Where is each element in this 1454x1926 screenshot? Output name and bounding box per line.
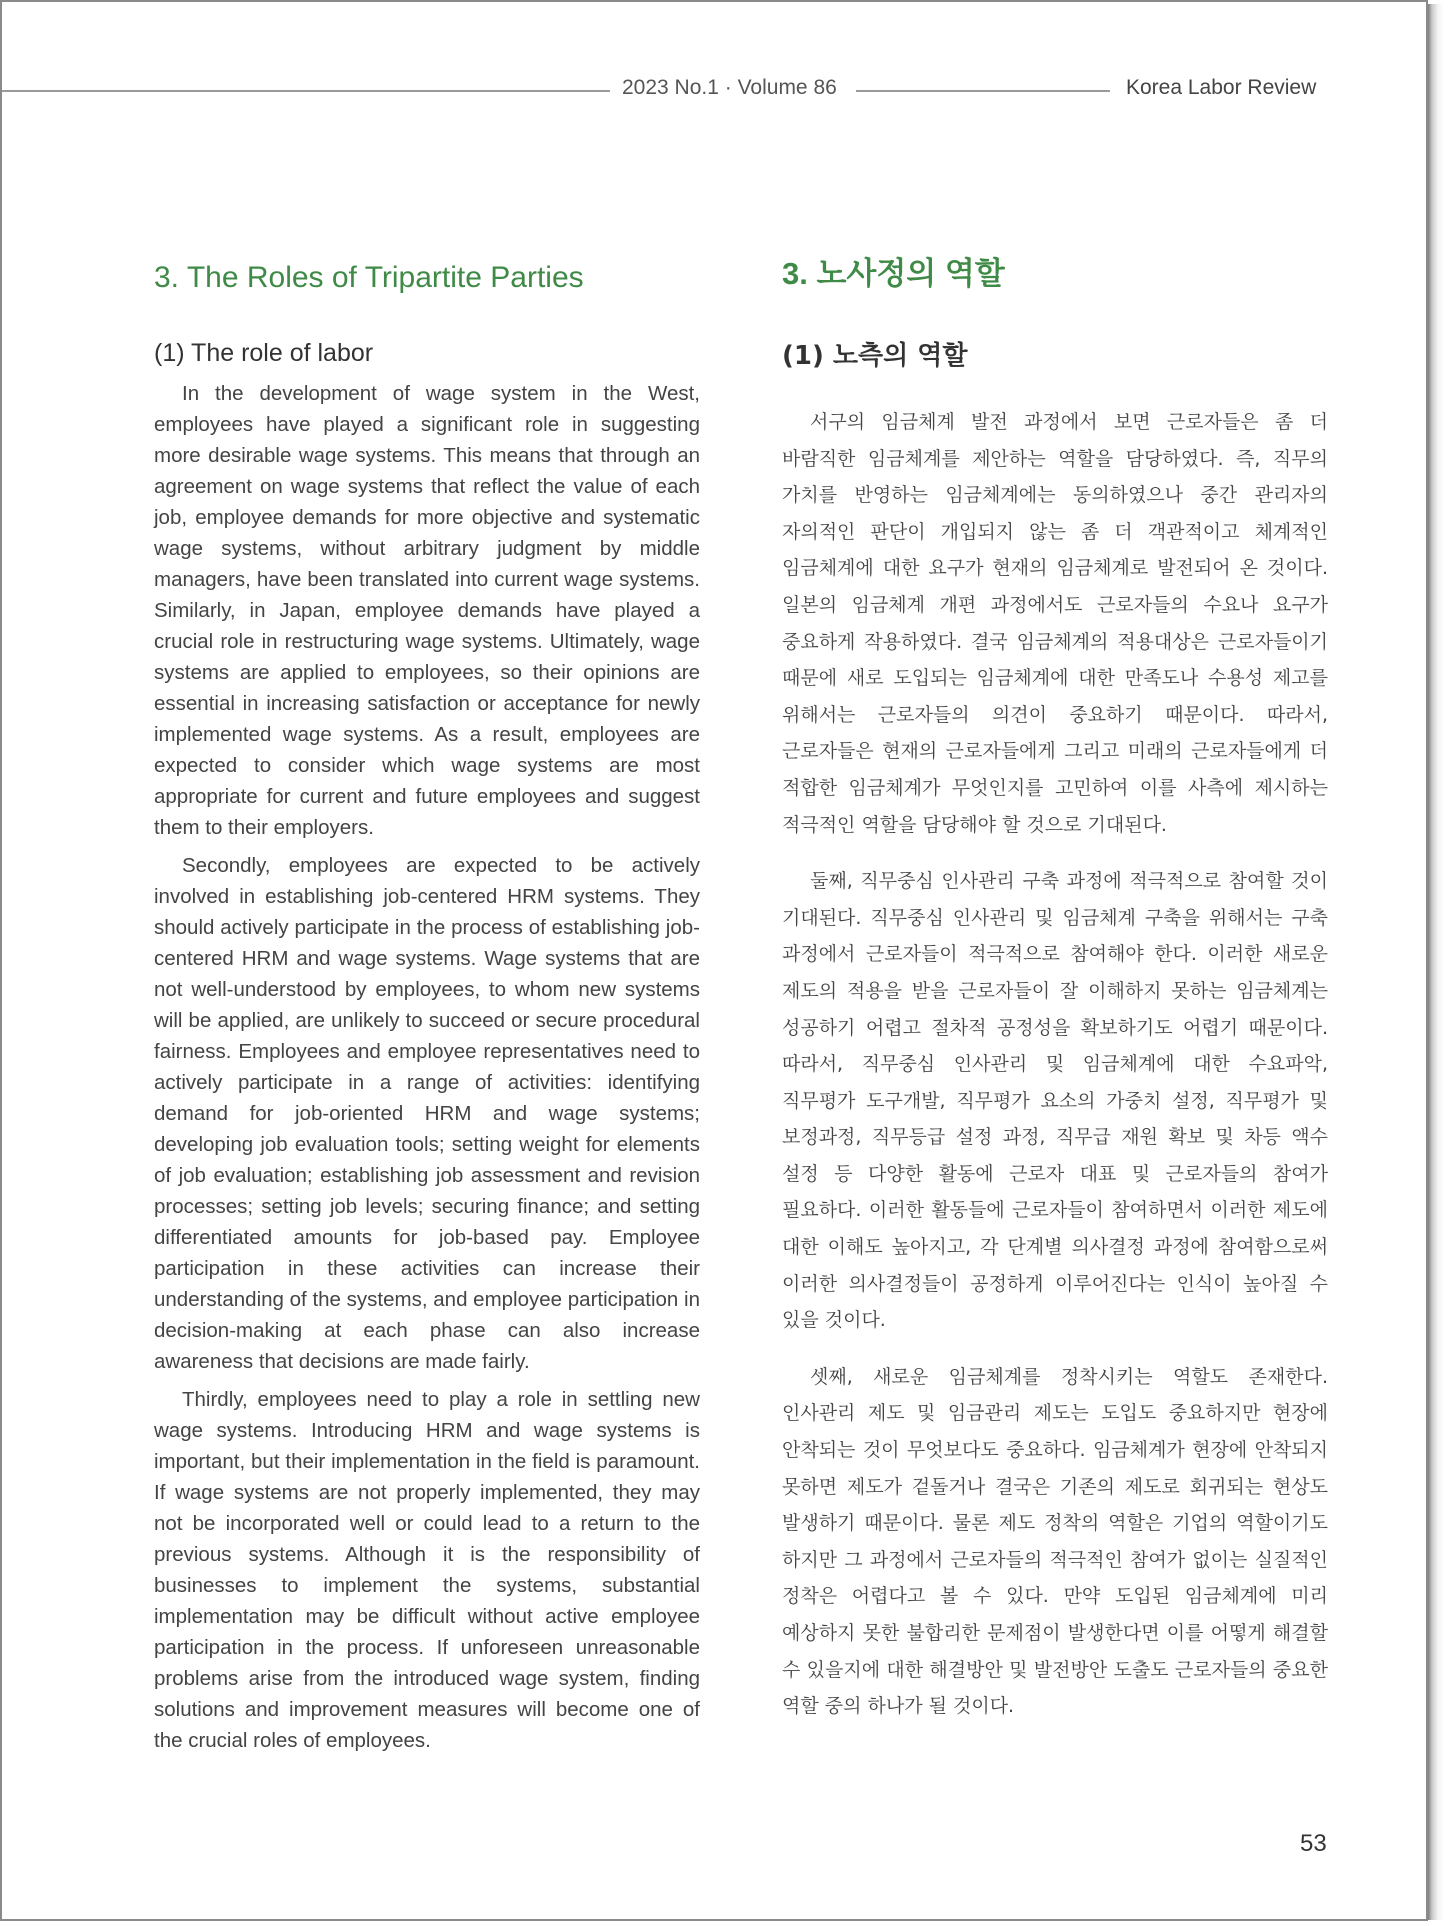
header-rule-middle — [856, 90, 1110, 92]
page-number: 53 — [1300, 1830, 1327, 1857]
header-journal-name: Korea Labor Review — [1126, 76, 1317, 99]
english-paragraph-1: In the development of wage system in the West, employees have played a significant role in suggesting more desirable wage systems. This means that through an agreement on wage systems that reflect the value of each job, employee demands for more objective and systematic wage systems, without arbitrary judgment by middle managers, have been translated into current wage systems. Similarly, in Japan, employee demands have played a crucial role in restructuring wage systems. Ultimately, wage systems are applied to employees, so their opinions are essential in increasing satisfaction or acceptance for newly implemented wage systems. As a result, employees are expected to consider which wage systems are most appropriate for current and future employees and suggest them to their employers. — [154, 382, 700, 839]
korean-paragraph-2: 둘째, 직무중심 인사관리 구축 과정에 적극적으로 참여할 것이 기대된다. 직무중심 인사관리 및 임금체계 구축을 위해서는 구축 과정에서 근로자들이 적극적으로 참여해야 한다. 이러한 새로운 제도의 적용을 받을 근로자들이 잘 이해하지 못하는 임금체계는 성공하기 어렵고 절차적 공정성을 확보하기도 어렵기 때문이다. 따라서, 직무중심 인사관리 및 임금체계에 대한 수요파악, 직무평가 도구개발, 직무평가 요소의 가중치 설정, 직무평가 및 보정과정, 직무등급 설정 과정, 직무급 재원 확보 및 차등 액수 설정 등 다양한 활동에 근로자 대표 및 근로자들의 참여가 필요하다. 이러한 활동들에 근로자들이 참여하면서 이러한 제도에 대한 이해도 높아지고, 각 단계별 의사결정 과정에 참여함으로써 이러한 의사결정들이 공정하게 이루어진다는 인식이 높아질 수 있을 것이다. — [782, 870, 1328, 1332]
korean-paragraph-3: 셋째, 새로운 임금체계를 정착시키는 역할도 존재한다. 인사관리 제도 및 임금관리 제도는 도입도 중요하지만 현장에 안착되는 것이 무엇보다도 중요하다. 임금체계가 현장에 안착되지 못하면 제도가 겉돌거나 결국은 기존의 제도로 회귀되는 현상도 발생하기 때문이다. 물론 제도 정착의 역할은 기업의 역할이기도 하지만 그 과정에서 근로자들의 적극적인 참여가 없이는 실질적인 정착은 어렵다고 볼 수 있다. 만약 도입된 임금체계에 미리 예상하지 못한 불합리한 문제점이 발생한다면 이를 어떻게 해결할 수 있을지에 대한 해결방안 및 발전방안 도출도 근로자들의 중요한 역할 중의 하나가 될 것이다. — [782, 1365, 1328, 1718]
korean-paragraph-1: 서구의 임금체계 발전 과정에서 보면 근로자들은 좀 더 바람직한 임금체계를 제안하는 역할을 담당하였다. 즉, 직무의 가치를 반영하는 임금체계에는 동의하였으나 중간 관리자의 자의적인 판단이 개입되지 않는 좀 더 객관적이고 체계적인 임금체계에 대한 요구가 현재의 임금체계로 발전되어 온 것이다. 일본의 임금체계 개편 과정에서도 근로자들의 수요나 요구가 중요하게 작용하였다. 결국 임금체계의 적용대상은 근로자들이기 때문에 새로 도입되는 임금체계에 대한 만족도나 수용성 제고를 위해서는 근로자들의 의견이 중요하기 때문이다. 따라서, 근로자들은 현재의 근로자들에게 그리고 미래의 근로자들에게 더 적합한 임금체계가 무엇인지를 고민하여 이를 사측에 제시하는 적극적인 역할을 담당해야 할 것으로 기대된다. — [782, 411, 1328, 836]
korean-section-title: 3. 노사정의 역할 — [782, 256, 1005, 291]
english-subsection-title: (1) The role of labor — [154, 339, 374, 367]
header-issue-info: 2023 No.1 · Volume 86 — [622, 76, 837, 99]
korean-column — [782, 254, 1328, 1745]
page-curl-shadow — [1428, 4, 1444, 1920]
english-paragraph-3: Thirdly, employees need to play a role in settling new wage systems. Introducing HRM and wage systems is important, but their implementation in the field is paramount. If wage systems are not properly implemented, they may not be incorporated well or could lead to a return to the previous systems. Although it is the responsibility of businesses to implement the systems, substantial implementation may be difficult without active employee participation in the process. If unforeseen unreasonable problems arise from the introduced wage system, finding solutions and improvement measures will become one of the crucial roles of employees. — [154, 1388, 700, 1752]
header-rule-left — [2, 90, 610, 92]
english-paragraph-2: Secondly, employees are expected to be actively involved in establishing job-centered HRM systems. They should actively participate in the process of establishing job-centered HRM and wage systems. Wage systems that are not well-understood by employees, to whom new systems will be applied, are unlikely to succeed or secure procedural fairness. Employees and employee representatives need to actively participate in a range of activities: identifying demand for job-oriented HRM and wage systems; developing job evaluation tools; setting weight for elements of job evaluation; establishing job assessment and revision processes; setting job levels; securing finance; and setting differentiated amounts for job-based pay. Employee participation in these activities can increase their understanding of the systems, and employee participation in decision-making at each phase can also increase awareness that decisions are made fairly. — [154, 854, 700, 1373]
english-column — [154, 258, 700, 1763]
korean-subsection-title: (1) 노측의 역할 — [782, 341, 968, 371]
english-section-title: 3. The Roles of Tripartite Parties — [154, 261, 584, 294]
